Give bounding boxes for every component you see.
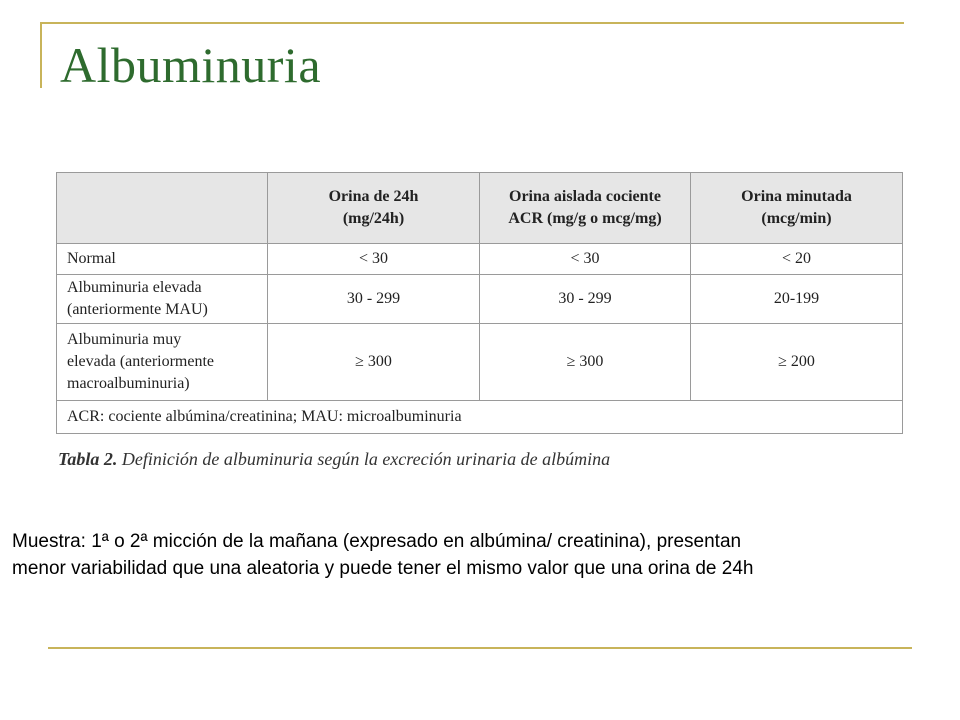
table-header-cell xyxy=(57,173,268,244)
slide-title: Albuminuria xyxy=(60,37,322,93)
caption-text: Definición de albuminuria según la excreción urinaria de albúmina xyxy=(121,449,611,469)
table-caption xyxy=(58,449,610,470)
table-cell: ≥ 200 xyxy=(691,324,903,401)
table-cell: ≥ 300 xyxy=(268,324,480,401)
note-line: menor variabilidad que una aleatoria y puede tener el mismo valor que una orina de 24h xyxy=(12,558,754,579)
table-row xyxy=(57,275,903,324)
table-cell: 30 - 299 xyxy=(268,275,480,324)
table-header-cell: Orina de 24h (mg/24h) xyxy=(268,173,480,244)
table-header-cell: Orina aislada cociente ACR (mg/g o mcg/mg) xyxy=(480,173,691,244)
note-line: Muestra: 1ª o 2ª micción de la mañana (expresado en albúmina/ creatinina), presentan xyxy=(12,531,742,552)
table-cell: Albuminuria elevada (anteriormente MAU) xyxy=(57,275,268,324)
bottom-divider xyxy=(48,647,912,649)
table-footnote-row xyxy=(57,401,903,434)
table-row xyxy=(57,324,903,401)
table-header-row xyxy=(57,173,903,244)
table-row xyxy=(57,244,903,275)
top-divider xyxy=(40,22,904,24)
table-footnote: ACR: cociente albúmina/creatinina; MAU: microalbuminuria xyxy=(57,401,903,434)
albuminuria-table xyxy=(56,172,902,434)
table-cell: ≥ 300 xyxy=(480,324,691,401)
table-cell: 20-199 xyxy=(691,275,903,324)
table-header-cell: Orina minutada (mcg/min) xyxy=(691,173,903,244)
caption-label: Tabla 2. xyxy=(58,449,118,469)
sample-note xyxy=(12,528,952,582)
table-cell: Albuminuria muy elevada (anteriormente macroalbuminuria) xyxy=(57,324,268,401)
table-cell: 30 - 299 xyxy=(480,275,691,324)
left-divider xyxy=(40,22,42,88)
table-cell: < 30 xyxy=(480,244,691,275)
table-cell: < 20 xyxy=(691,244,903,275)
table-cell: Normal xyxy=(57,244,268,275)
table-cell: < 30 xyxy=(268,244,480,275)
